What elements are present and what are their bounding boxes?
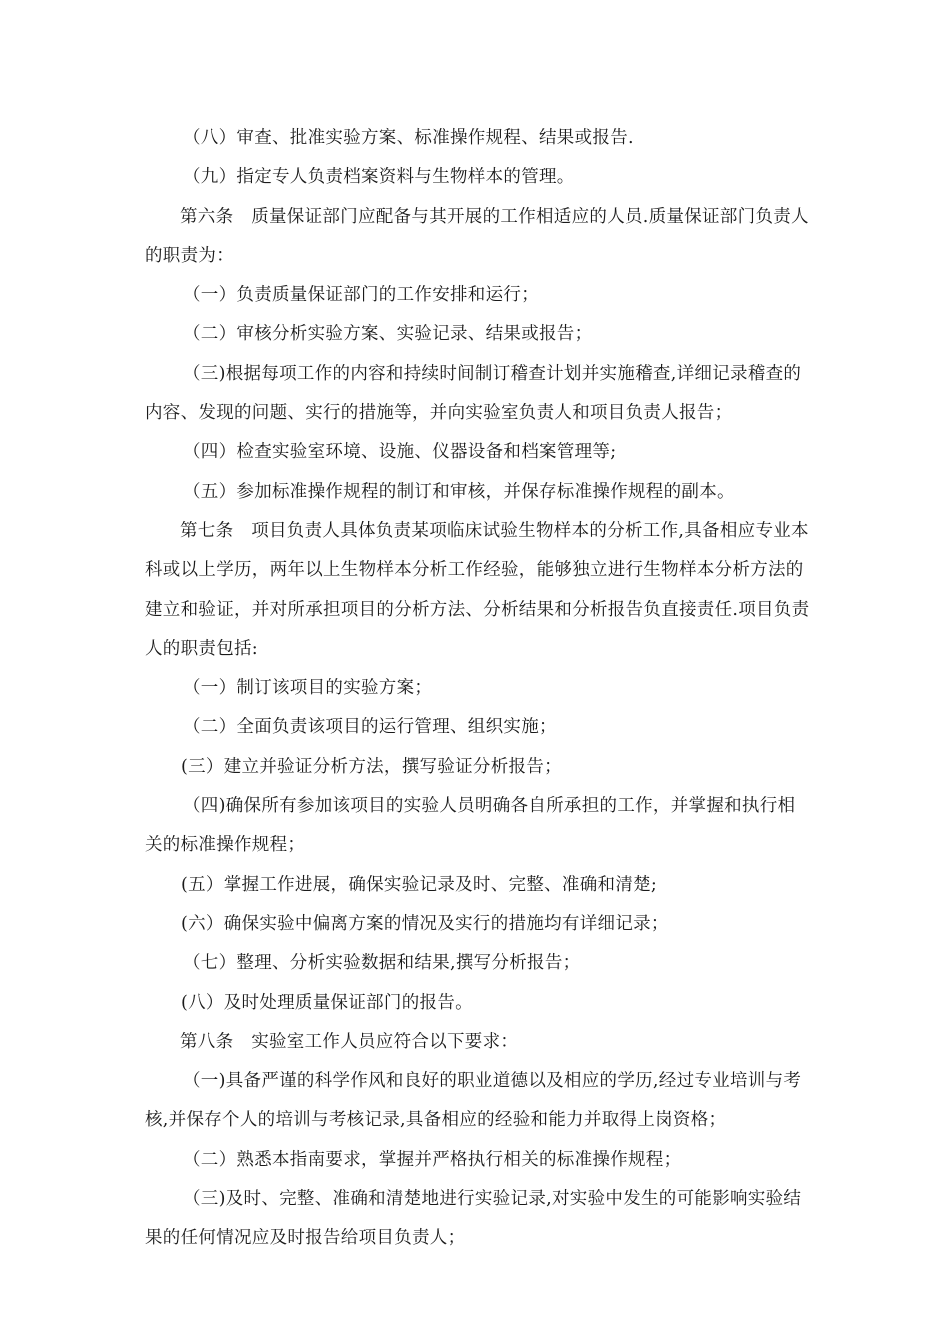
article-7-item-5: (五）掌握工作进展，确保实验记录及时、完整、准确和清楚; (181, 874, 658, 895)
article-7-item-4: （四)确保所有参加该项目的实验人员明确各自所承担的工作，并掌握和执行相关的标准操作规程； (145, 796, 796, 856)
article-8-item-3: （三)及时、完整、准确和清楚地进行实验记录,对实验中发生的可能影响实验结果的任何情况应及时报告给项目负责人； (145, 1189, 802, 1249)
article-8: 第八条 实验室工作人员应符合以下要求： (180, 1031, 519, 1052)
article-7-item-2: （二）全面负责该项目的运行管理、组织实施； (183, 717, 557, 738)
article-7: 第七条 项目负责人具体负责某项临床试验生物样本的分析工作,具备相应专业本科或以上学历，两年以上生物样本分析工作经验，能够独立进行生物样本分析方法的建立和验证，并对所承担项目的分析方法、分析结果和分析报告负直接责任.项目负责人的职责包括: (145, 520, 810, 659)
article-8-item-1: （一)具备严谨的科学作风和良好的职业道德以及相应的学历,经过专业培训与考核,并保存个人的培训与考核记录,具备相应的经验和能力并取得上岗资格； (145, 1071, 802, 1131)
article-7-item-6: (六）确保实验中偏离方案的情况及实行的措施均有详细记录； (181, 913, 669, 934)
article-7-item-8: (八）及时处理质量保证部门的报告。 (181, 992, 473, 1013)
paragraph-8-item-9: （九）指定专人负责档案资料与生物样本的管理。 (183, 167, 575, 188)
document-body (145, 119, 810, 1259)
article-6-item-1: （一）负责质量保证部门的工作安排和运行； (183, 285, 539, 306)
article-6-item-5: （五）参加标准操作规程的制订和审核，并保存标准操作规程的副本。 (183, 481, 735, 502)
article-7-item-7: （七）整理、分析实验数据和结果,撰写分析报告； (183, 953, 581, 974)
article-7-item-1: （一）制订该项目的实验方案； (183, 678, 433, 699)
paragraph-8-item-8: （八）审查、批准实验方案、标准操作规程、结果或报告. (183, 128, 634, 148)
article-6: 第六条 质量保证部门应配备与其开展的工作相适应的人员.质量保证部门负责人的职责为： (145, 206, 809, 266)
article-6-item-2: （二）审核分析实验方案、实验记录、结果或报告； (183, 324, 593, 345)
article-7-item-3: (三）建立并验证分析方法，撰写验证分析报告； (181, 756, 562, 777)
article-8-item-2: （二）熟悉本指南要求，掌握并严格执行相关的标准操作规程； (183, 1149, 682, 1170)
article-6-item-4: （四）检查实验室环境、设施、仪器设备和档案管理等; (183, 442, 617, 463)
article-6-item-3: （三)根据每项工作的内容和持续时间制订稽查计划并实施稽查,详细记录稽查的内容、发现的问题、实行的措施等，并向实验室负责人和项目负责人报告； (145, 363, 802, 424)
